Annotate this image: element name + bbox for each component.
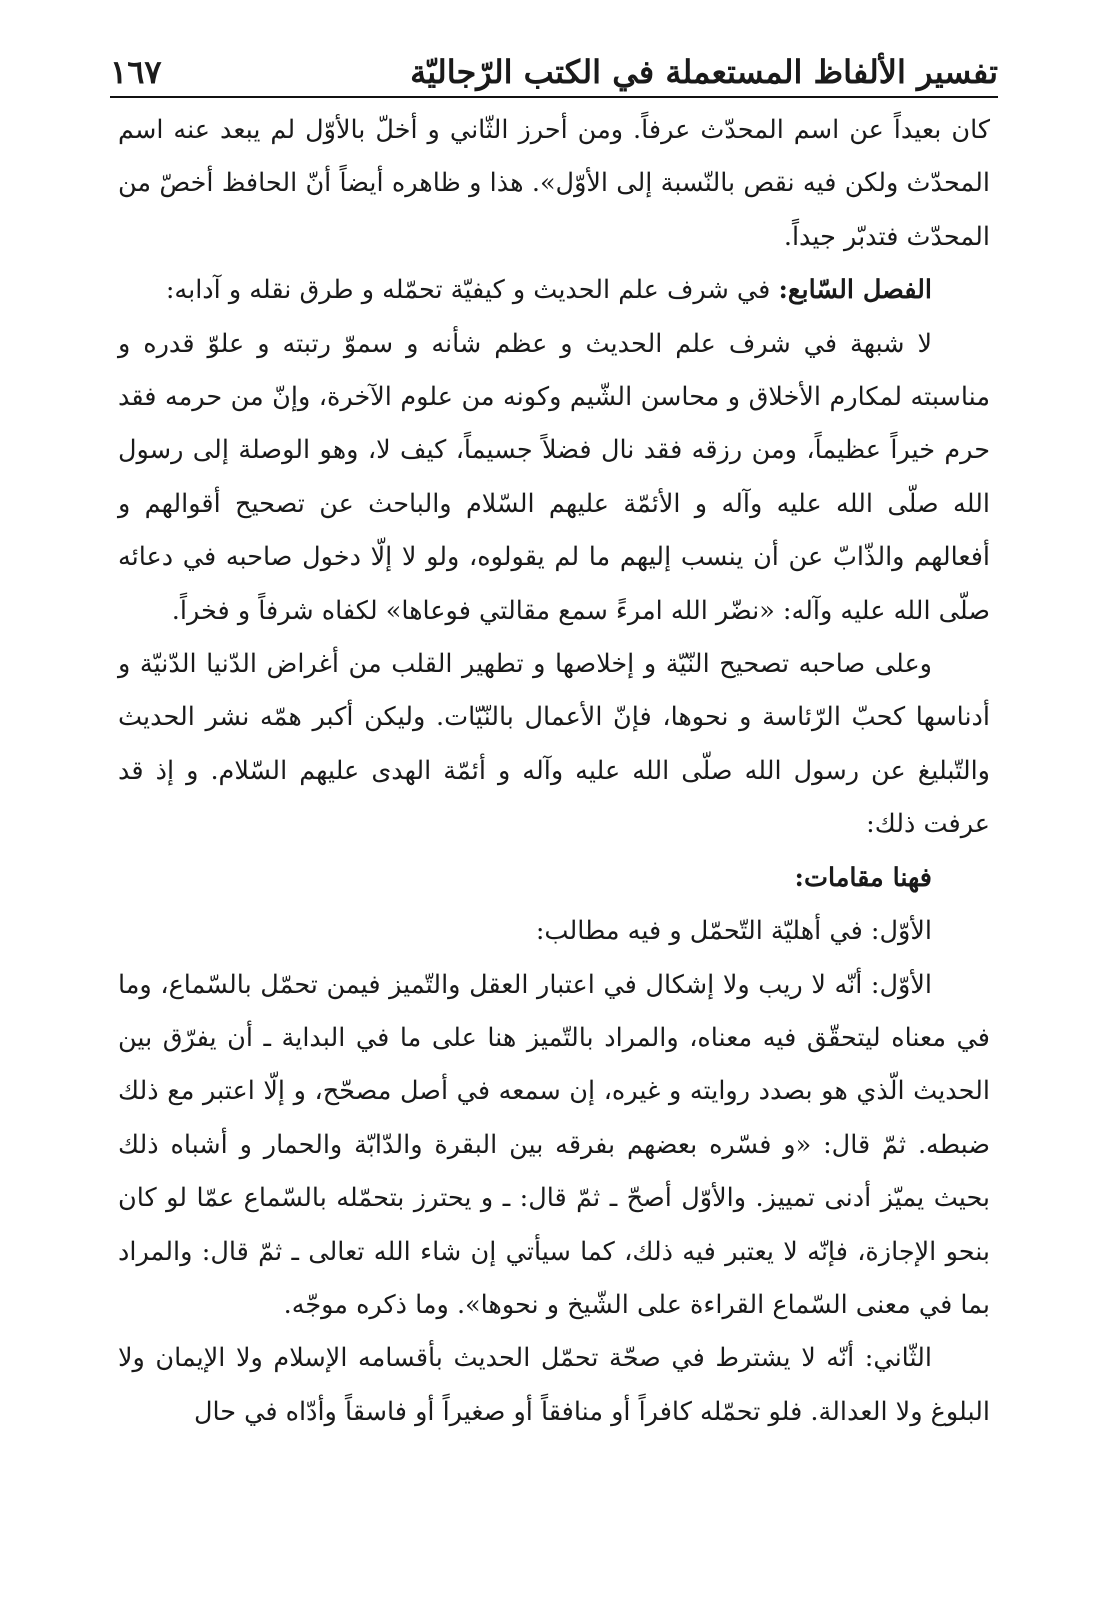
header-rule [110,96,998,98]
paragraph-2: لا شبهة في شرف علم الحديث و عظم شأنه و سموّ رتبته و علوّ قدره و مناسبته لمكارم الأخلاق و محاسن الشّيم وكونه من علوم الآخرة، وإنّ من حرمه فقد حرم خيراً عظيماً، ومن رزقه فقد نال فضلاً جسيماً، كيف لا، وهو الوصلة إلى رسول الله صلّى الله عليه وآله و الأئمّة عليهم السّلام والباحث عن تصحيح أقوالهم و أفعالهم والذّابّ عن أن ينسب إليهم ما لم يقولوه، ولو لا إلّا دخول صاحبه في دعائه صلّى الله عليه وآله: «نضّر الله امرءً سمع مقالتي فوعاها» لكفاه شرفاً و فخراً. [118,328,991,626]
running-header-title: تفسير الألفاظ المستعملة في الكتب الرّجاليّة [410,53,998,91]
paragraph-5: الثّاني: أنّه لا يشترط في صحّة تحمّل الحديث بأقسامه الإسلام ولا الإيمان ولا البلوغ ولا العدالة. فلو تحمّله كافراً أو منافقاً أو صغيراً أو فاسقاً وأدّاه في حال [118,1343,990,1427]
paragraph-1: كان بعيداً عن اسم المحدّث عرفاً. ومن أحرز الثّاني و أخلّ بالأوّل لم يبعد عنه اسم المحدّث ولكن فيه نقص بالنّسبة إلى الأوّل». هذا و ظاهره أيضاً أنّ الحافظ أخصّ من المحدّث فتدبّر جيداً. [118,115,990,252]
page-body [118,104,990,1439]
running-header [110,40,998,96]
section-heading-line [118,264,990,317]
section-heading-subtitle: في شرف علم الحديث و كيفيّة تحمّله و طرق نقله و آدابه: [165,275,771,306]
paragraph-4: الأوّل: أنّه لا ريب ولا إشكال في اعتبار العقل والتّميز فيمن تحمّل بالسّماع، وما في معناه ليتحقّق فيه معناه، والمراد بالتّميز هنا على ما في البداية ـ أن يفرّق بين الحديث الّذي هو بصدد روايته و غيره، إن سمعه في أصل مصحّح، و إلّا اعتبر مع ذلك ضبطه. ثمّ قال: «و فسّره بعضهم بفرقه بين البقرة والدّابّة والحمار و أشباه ذلك بحيث يميّز أدنى تمييز. والأوّل أصحّ ـ ثمّ قال: ـ و يحترز بتحمّله بالسّماع عمّا لو كان بنحو الإجازة، فإنّه لا يعتبر فيه ذلك، كما سيأتي إن شاء الله تعالى ـ ثمّ قال: والمراد بما في معنى السّماع القراءة على الشّيخ و نحوها». وما ذكره موجّه. [118,969,990,1320]
page-number: ١٦٧ [110,53,162,91]
section-heading-title: الفصل السّابع: [778,275,932,306]
maqamat-heading: فهنا مقامات: [794,862,932,893]
paragraph-3: وعلى صاحبه تصحيح النّيّة و إخلاصها و تطهير القلب من أغراض الدّنيا الدّنيّة و أدناسها كحبّ الرّئاسة و نحوها، فإنّ الأعمال بالنّيّات. وليكن أكبر همّه نشر الحديث والتّبليغ عن رسول الله صلّى الله عليه وآله و أئمّة الهدى عليهم السّلام. و إذ قد عرفت ذلك: [118,649,990,840]
first-maqam-heading: الأوّل: في أهليّة التّحمّل و فيه مطالب: [535,916,932,947]
